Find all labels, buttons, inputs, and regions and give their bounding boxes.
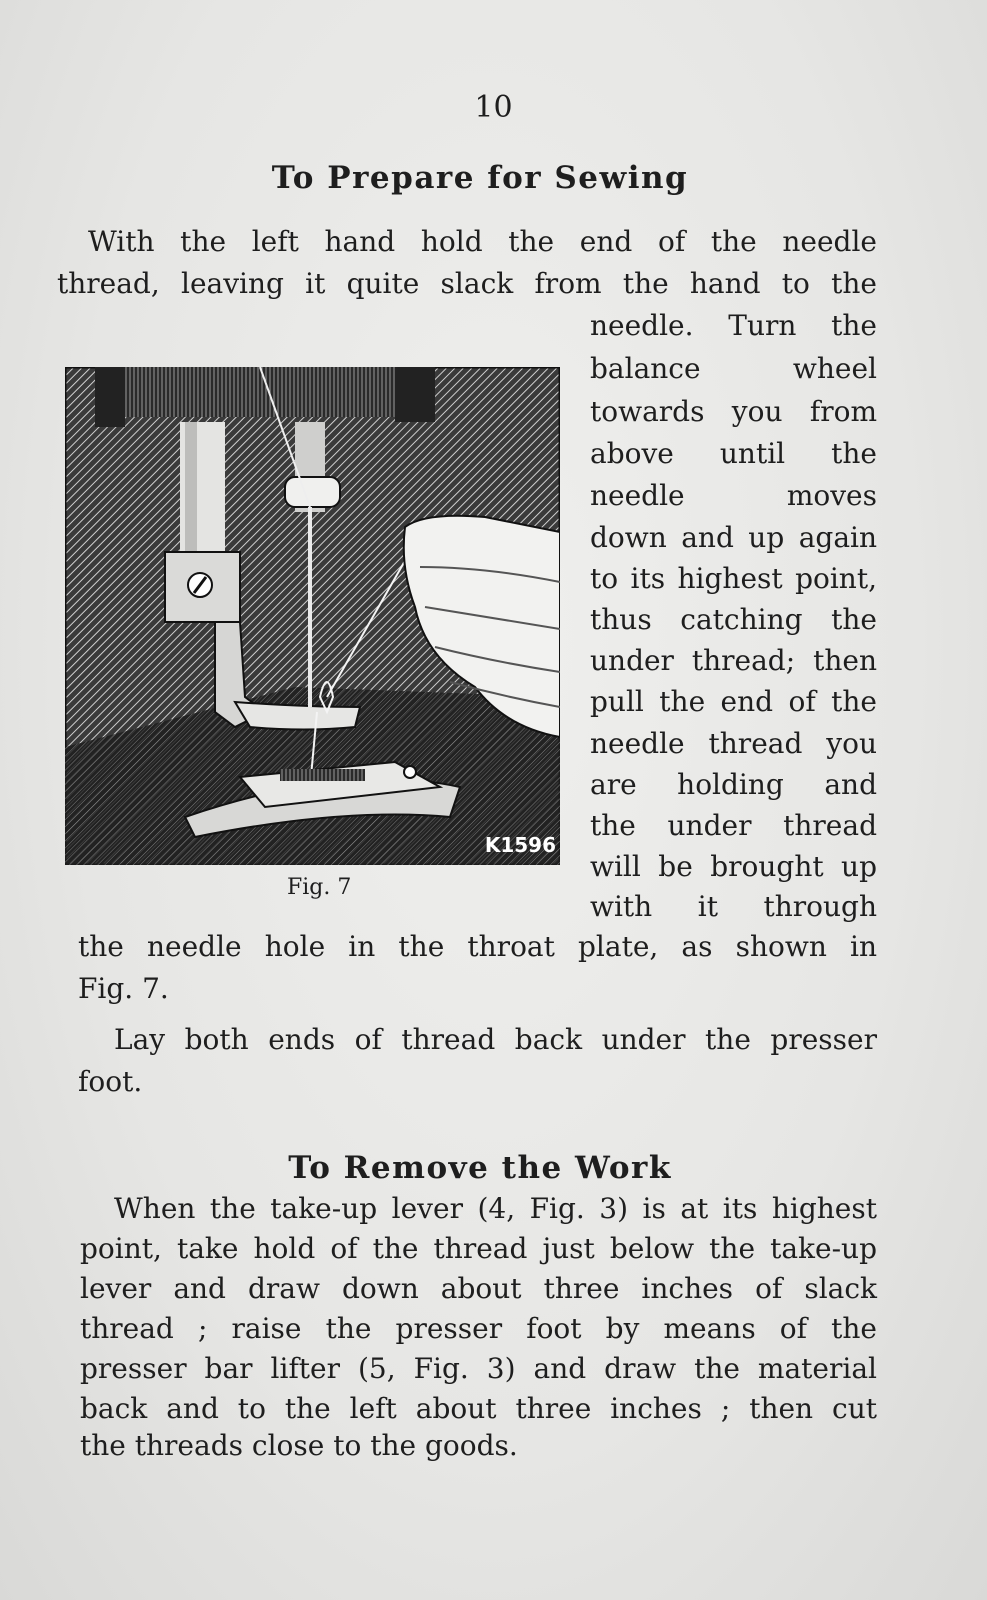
figure-code-label: K1596	[484, 833, 556, 857]
paragraph-line: needle moves	[590, 479, 877, 512]
paragraph-line: foot.	[78, 1065, 143, 1098]
paragraph-line: are holding and	[590, 768, 877, 801]
paragraph-line: the under thread	[590, 809, 877, 842]
section-heading-prepare-for-sewing: To Prepare for Sewing	[271, 160, 689, 196]
paragraph-line: under thread; then	[590, 644, 877, 677]
page-number: 10	[474, 90, 513, 125]
paragraph-line: above until the	[590, 437, 877, 470]
paragraph-line: thread ; raise the presser foot by means of the	[80, 1312, 877, 1345]
paragraph-line: point, take hold of the thread just below the take-up	[80, 1232, 877, 1265]
paragraph-line: thus catching the	[590, 603, 877, 636]
paragraph-line: needle thread you	[590, 727, 877, 760]
figure-caption: Fig. 7	[287, 875, 352, 900]
paragraph-line: the needle hole in the throat plate, as shown in	[78, 930, 877, 963]
paragraph-line: with it through	[590, 890, 877, 923]
paragraph-line: Lay both ends of thread back under the presser	[114, 1023, 877, 1056]
section-heading-remove-the-work: To Remove the Work	[288, 1150, 672, 1186]
paragraph-line: will be brought up	[590, 850, 877, 883]
paragraph-line: lever and draw down about three inches of slack	[80, 1272, 877, 1305]
paragraph-line: towards you from	[590, 395, 877, 428]
paragraph-line: needle. Turn the	[590, 309, 877, 342]
sewing-machine-needle-illustration	[65, 367, 560, 865]
paragraph-line: back and to the left about three inches ; then cut	[80, 1392, 877, 1425]
paragraph-line: When the take-up lever (4, Fig. 3) is at its highest	[114, 1192, 877, 1225]
paragraph-line: presser bar lifter (5, Fig. 3) and draw the material	[80, 1352, 877, 1385]
paragraph-line: the threads close to the goods.	[80, 1429, 518, 1462]
paragraph-line: thread, leaving it quite slack from the hand to the	[57, 267, 877, 300]
paragraph-line: down and up again	[590, 521, 877, 554]
paragraph-line: pull the end of the	[590, 685, 877, 718]
paragraph-line: to its highest point,	[590, 562, 877, 595]
paragraph-line: With the left hand hold the end of the needle	[88, 225, 877, 258]
paragraph-line: Fig. 7.	[78, 972, 169, 1005]
figure-7-illustration	[65, 367, 560, 865]
paragraph-line: balance wheel	[590, 352, 877, 385]
